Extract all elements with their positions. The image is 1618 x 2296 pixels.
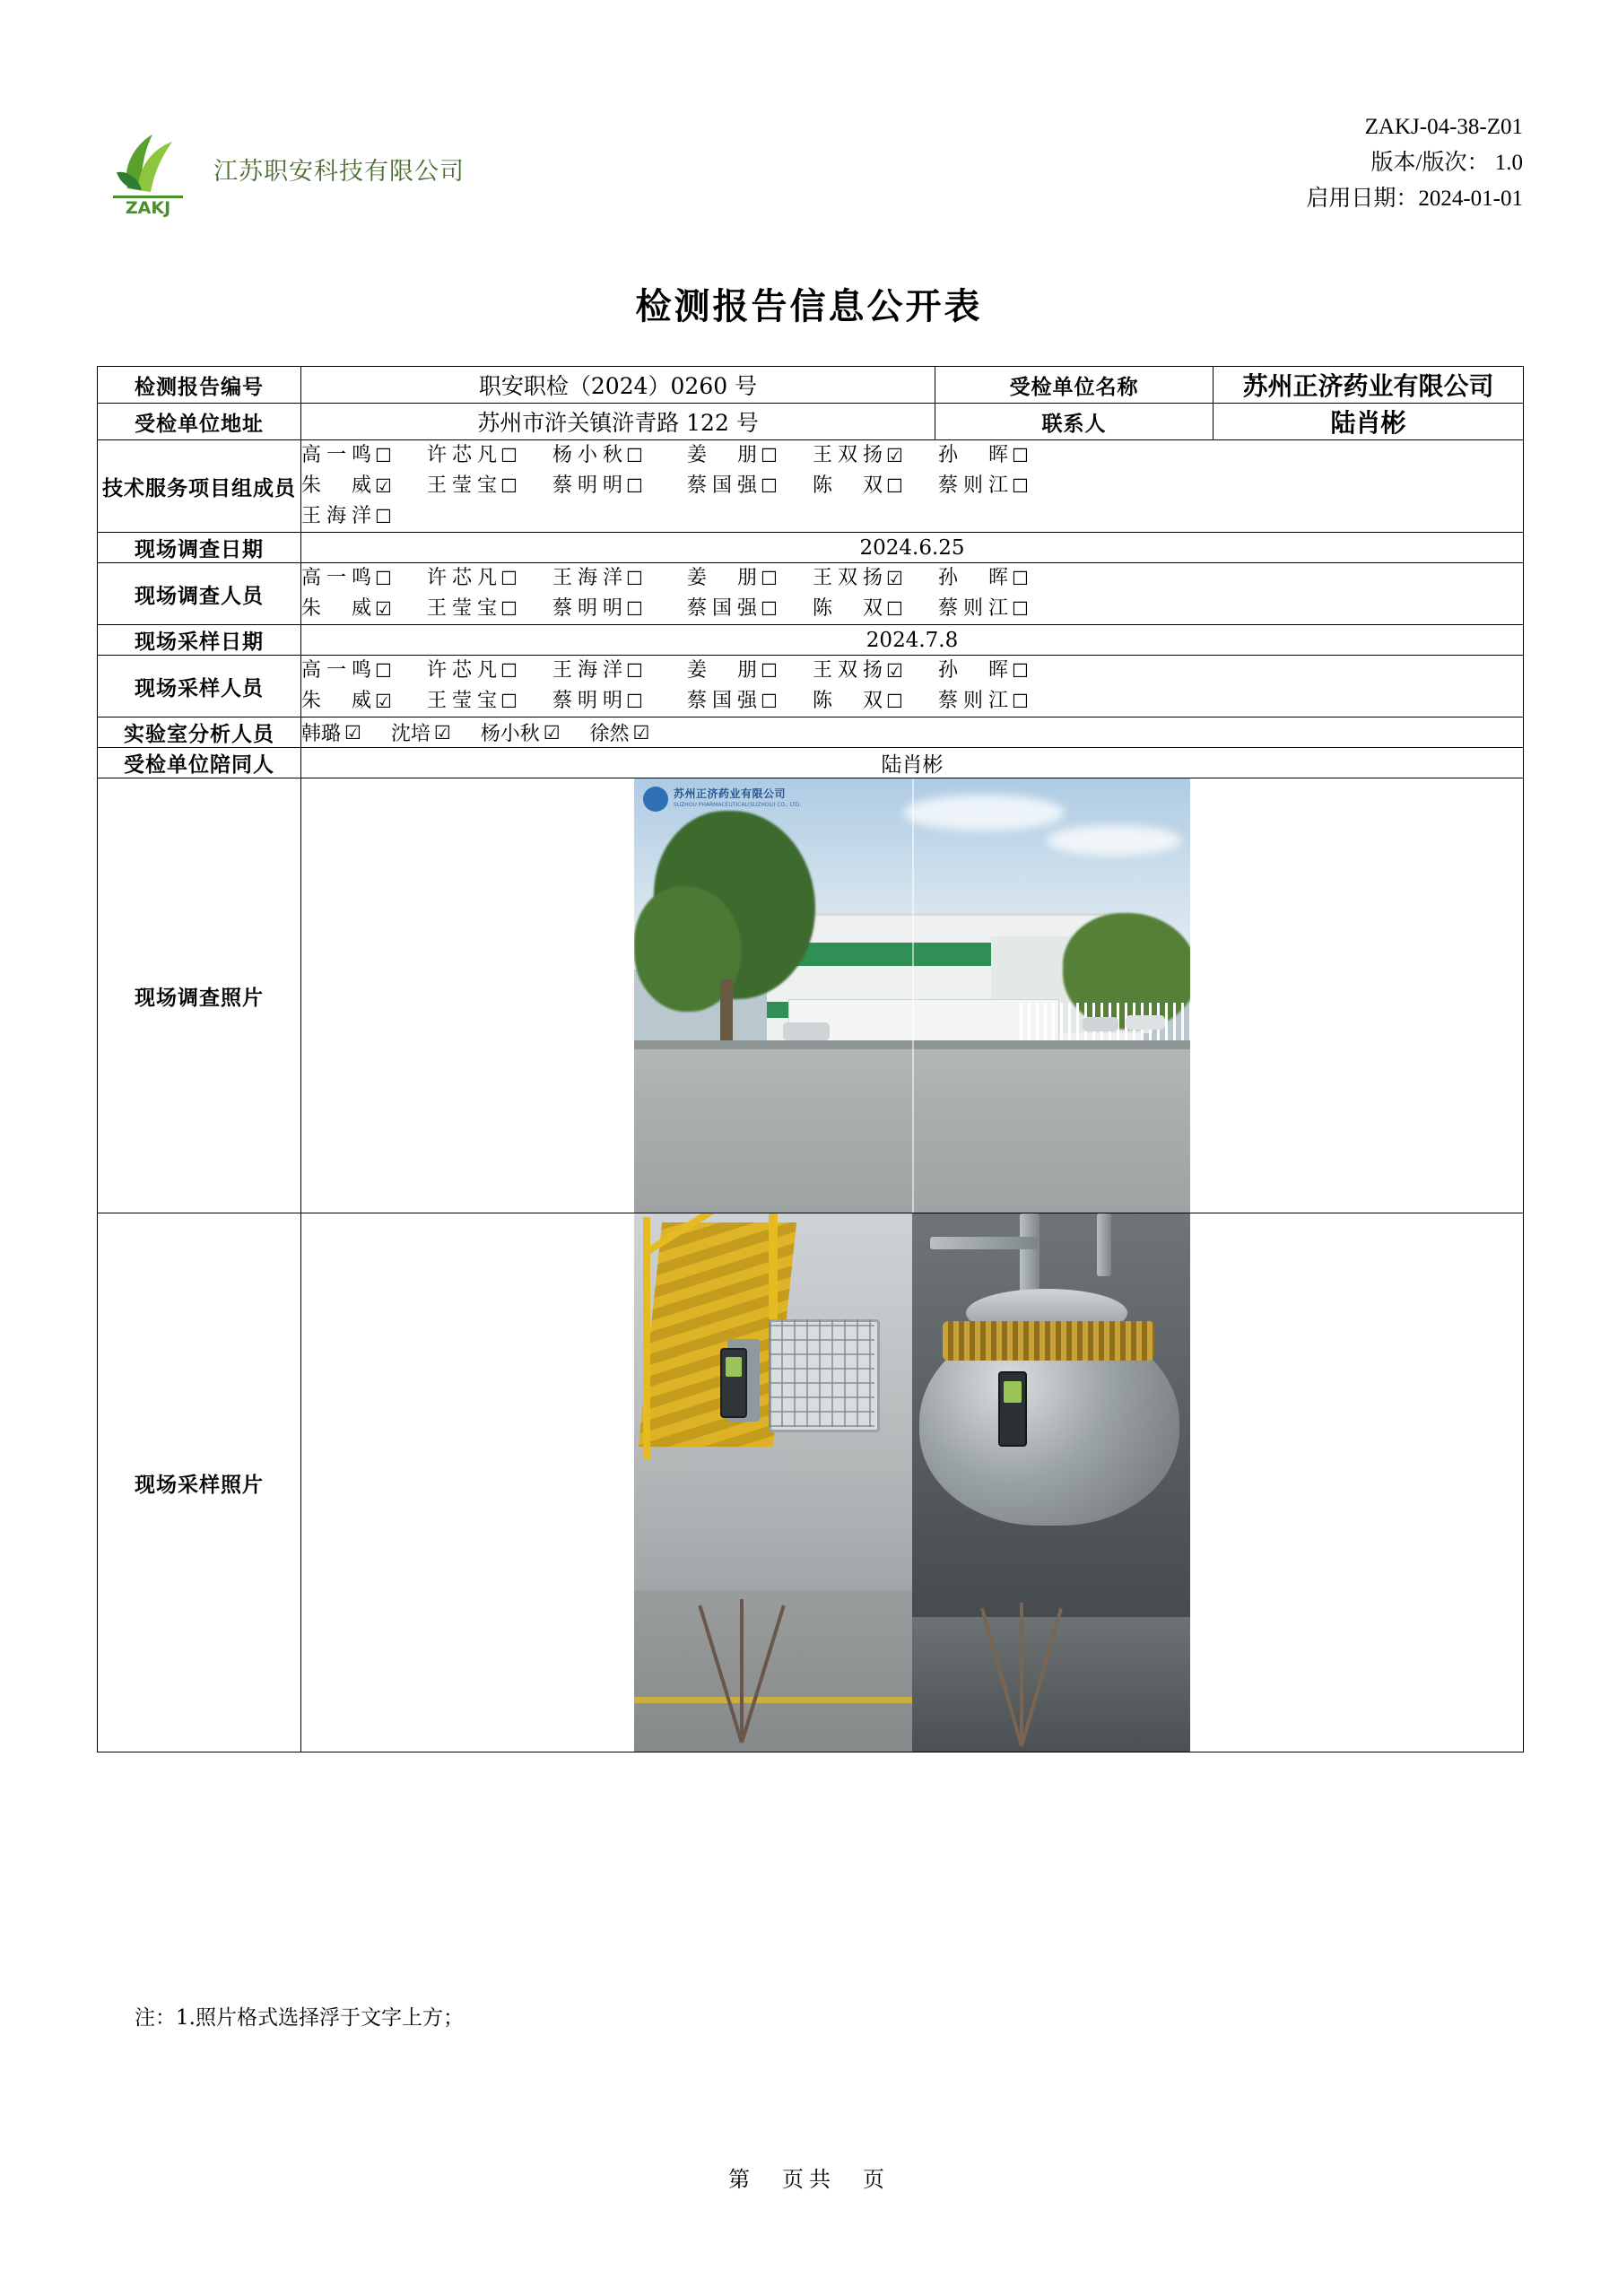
lab-people-group [301,718,1524,748]
contact-label: 联系人 [935,404,1214,440]
report-no-value: 职安职检（2024）0260 号 [301,367,935,404]
table-row [98,778,1524,1213]
detector-device [998,1371,1027,1447]
table-row [98,440,1524,533]
zakj-logo-icon [97,118,197,219]
person-checkbox[interactable]: 许芯凡 ☐ [427,444,518,466]
person-checkbox[interactable]: 姜 朋 ☐ [687,444,778,466]
person-checkbox[interactable]: 王海洋 ☐ [552,659,643,682]
sampling-date-label: 现场采样日期 [98,625,301,656]
team-row-2 [301,471,1523,501]
table-row [98,625,1524,656]
sampling-photo-cell [301,1213,1524,1752]
report-no-label: 检测报告编号 [98,367,301,404]
tripod [688,1590,796,1743]
lab-people-label: 实验室分析人员 [98,718,301,748]
person-checkbox[interactable]: 蔡则江 ☐ [938,597,1029,620]
person-checkbox[interactable]: 许芯凡 ☐ [427,659,518,682]
person-checkbox[interactable]: 蔡国强 ☐ [687,690,778,712]
table-row [98,404,1524,440]
person-checkbox[interactable]: 蔡明明 ☐ [552,597,643,620]
person-checkbox[interactable]: 朱 威 ☑ [301,474,392,497]
person-checkbox[interactable]: 王海洋 ☐ [301,505,392,527]
person-checkbox[interactable]: 蔡则江 ☐ [938,690,1029,712]
person-checkbox[interactable]: 韩璐 ☑ [301,721,361,745]
page-number: 第 页共 页 [728,2167,890,2192]
client-address-value: 苏州市浒关镇浒青路 122 号 [301,404,935,440]
effective-date: 启用日期：2024-01-01 [1306,187,1523,211]
team-label: 技术服务项目组成员 [98,440,301,533]
document-version: 版本/版次： 1.0 [1370,151,1523,175]
survey-row-1 [301,563,1523,594]
team-row-1 [301,440,1523,471]
person-checkbox[interactable]: 蔡明明 ☐ [552,690,643,712]
person-checkbox[interactable]: 杨小秋 ☑ [480,721,561,745]
person-checkbox[interactable]: 王双扬 ☑ [813,444,903,466]
person-checkbox[interactable]: 蔡国强 ☐ [687,474,778,497]
table-row [98,367,1524,404]
team-members-group [301,440,1524,533]
person-checkbox[interactable]: 王莹宝 ☐ [427,690,518,712]
person-checkbox[interactable]: 沈培 ☑ [390,721,451,745]
survey-row-2 [301,594,1523,624]
header-meta [1306,109,1523,217]
company-logo-block [97,115,599,222]
client-address-label: 受检单位地址 [98,404,301,440]
contact-value: 陆肖彬 [1214,404,1524,440]
person-checkbox[interactable]: 孙 晖 ☐ [938,444,1029,466]
person-checkbox[interactable]: 高一鸣 ☐ [301,444,392,466]
table-row [98,533,1524,563]
person-checkbox[interactable]: 王莹宝 ☐ [427,597,518,620]
svg-text:ZAKJ: ZAKJ [125,198,171,218]
survey-date-label: 现场调查日期 [98,533,301,563]
person-checkbox[interactable]: 王双扬 ☑ [813,659,903,682]
escort-label: 受检单位陪同人 [98,748,301,778]
client-name-value: 苏州正济药业有限公司 [1214,367,1524,404]
person-checkbox[interactable]: 姜 朋 ☐ [687,567,778,589]
table-row [98,563,1524,625]
person-checkbox[interactable]: 陈 双 ☐ [813,597,903,620]
person-checkbox[interactable]: 王莹宝 ☐ [427,474,518,497]
person-checkbox[interactable]: 孙 晖 ☐ [938,659,1029,682]
table-row [98,718,1524,748]
document-header [97,115,1523,222]
escort-value: 陆肖彬 [301,748,1524,778]
person-checkbox[interactable]: 陈 双 ☐ [813,690,903,712]
team-row-3 [301,501,1523,532]
survey-photo-label: 现场调查照片 [98,778,301,1213]
person-checkbox[interactable]: 高一鸣 ☐ [301,659,392,682]
sampling-photo-right [912,1213,1190,1752]
person-checkbox[interactable]: 王双扬 ☑ [813,567,903,589]
factory-sign-title: 苏州正济药业有限公司 [674,787,787,800]
company-name: 江苏职安科技有限公司 [213,157,465,185]
survey-photo-cell [301,778,1524,1213]
sampling-row-2 [301,686,1523,717]
sampling-photo-left [634,1213,912,1752]
sampling-row-1 [301,656,1523,686]
person-checkbox[interactable]: 王海洋 ☐ [552,567,643,589]
tripod [970,1594,1077,1746]
table-row [98,1213,1524,1752]
page-title: 检测报告信息公开表 [635,286,983,327]
survey-people-group [301,563,1524,625]
person-checkbox[interactable]: 许芯凡 ☐ [427,567,518,589]
sampling-photo-image [634,1213,1190,1752]
person-checkbox[interactable]: 蔡则江 ☐ [938,474,1029,497]
survey-date-value: 2024.6.25 [301,533,1524,563]
person-checkbox[interactable]: 高一鸣 ☐ [301,567,392,589]
person-checkbox[interactable]: 蔡明明 ☐ [552,474,643,497]
factory-sign-subtitle: SUZHOU PHARMACEUTICAL(SUZHOU) CO., LTD. [674,802,802,808]
person-checkbox[interactable]: 朱 威 ☑ [301,597,392,620]
person-checkbox[interactable]: 孙 晖 ☐ [938,567,1029,589]
document-number: ZAKJ-04-38-Z01 [1364,115,1523,139]
survey-photo-image [634,778,1190,1213]
client-name-label: 受检单位名称 [935,367,1214,404]
person-checkbox[interactable]: 徐然 ☑ [589,721,650,745]
person-checkbox[interactable]: 杨小秋 ☐ [552,444,643,466]
footnote: 注：1.照片格式选择浮于文字上方； [135,2006,464,2030]
survey-people-label: 现场调查人员 [98,563,301,625]
detector-device [720,1348,747,1418]
person-checkbox[interactable]: 姜 朋 ☐ [687,659,778,682]
sampling-people-label: 现场采样人员 [98,656,301,718]
table-row [98,748,1524,778]
sampling-people-group [301,656,1524,718]
table-row [98,656,1524,718]
person-checkbox[interactable]: 陈 双 ☐ [813,474,903,497]
sampling-photo-label: 现场采样照片 [98,1213,301,1752]
person-checkbox[interactable]: 蔡国强 ☐ [687,597,778,620]
sampling-date-value: 2024.7.8 [301,625,1524,656]
report-info-table [97,366,1524,1752]
person-checkbox[interactable]: 朱 威 ☑ [301,690,392,712]
